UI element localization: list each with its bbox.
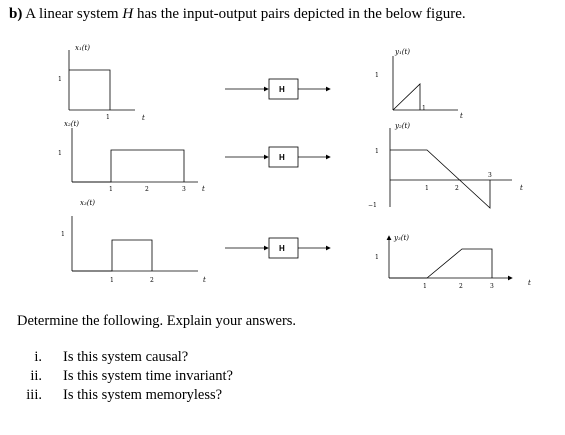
y2-plot [390,128,512,208]
system-block-2 [225,147,330,167]
y2-t-label: t [520,184,523,192]
x2-tick-t-2: 2 [145,186,149,193]
question-number: i. [34,349,42,365]
x2-tick-t-1: 1 [109,186,113,193]
x2-label: x₂(t) [64,120,80,128]
x1-tick-amp-1: 1 [58,76,62,83]
y2-label: y₂(t) [395,122,411,130]
question-number: ii. [30,368,42,384]
x2-tick-amp-1: 1 [58,150,62,157]
y1-tick-t-1: 1 [422,105,426,112]
system-block-3 [225,238,330,258]
system-box-3-label: H [279,244,285,253]
x3-signal [72,240,152,271]
x1-plot [69,50,135,110]
question-text: Is this system memoryless? [63,387,223,403]
y3-tick-t-1: 1 [423,283,427,290]
heading-text-before: A linear system [25,6,119,22]
y3-t-label: t [528,279,531,287]
y1-plot [393,56,458,110]
y3-signal [389,249,492,278]
x3-tick-t-1: 1 [110,277,114,284]
part-label: b) [9,6,23,22]
x1-t-label: t [142,114,145,122]
x1-label: x₁(t) [75,44,91,52]
system-box-2-label: H [279,153,285,162]
y3-tick-amp-1: 1 [375,254,379,261]
x1-tick-t-1: 1 [106,114,110,121]
y1-tick-amp-1: 1 [375,72,379,79]
determine-instruction: Determine the following. Explain your answers. [17,313,297,329]
x3-tick-t-2: 2 [150,277,154,284]
x3-t-label: t [203,276,206,284]
y3-plot [389,236,512,278]
system-symbol: H [122,6,134,22]
y2-tick-t-1: 1 [425,185,429,192]
x2-plot [72,128,198,182]
x3-plot [72,216,198,271]
y3-tick-t-2: 2 [459,283,463,290]
question-text: Is this system time invariant? [63,368,233,384]
y2-tick-amp-1: 1 [375,148,379,155]
y2-tick-t-2: 2 [455,185,459,192]
y2-tick-t-3: 3 [488,172,492,179]
heading-text-after: has the input-output pairs depicted in the below figure. [136,6,466,22]
x2-tick-t-3: 3 [182,186,186,193]
y3-tick-t-3: 3 [490,283,494,290]
x1-signal [69,70,110,110]
y2-signal [390,150,490,208]
y1-signal [393,84,420,110]
question-text: Is this system causal? [63,349,189,365]
x3-tick-amp-1: 1 [61,231,65,238]
x3-label: x₃(t) [80,199,96,207]
system-box-1-label: H [279,85,285,94]
system-block-1 [225,79,330,99]
y1-t-label: t [460,112,463,120]
y2-tick-amp-minus-1: −1 [368,202,377,209]
x2-signal [72,150,184,182]
y3-label: y₃(t) [394,234,410,242]
question-number: iii. [26,387,42,403]
x2-t-label: t [202,185,205,193]
y1-label: y₁(t) [395,48,411,56]
